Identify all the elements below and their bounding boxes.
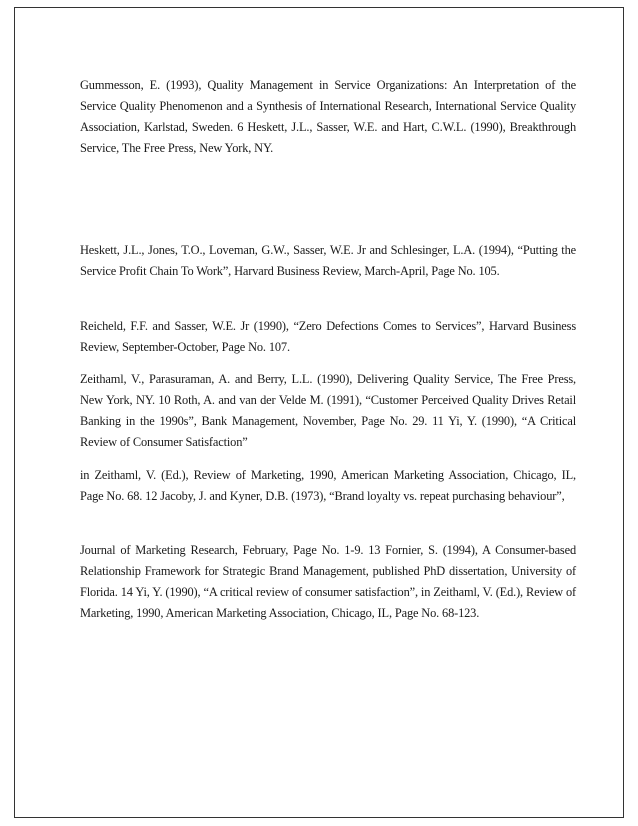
page-frame <box>14 7 624 818</box>
reference-paragraph-reicheld: Reicheld, F.F. and Sasser, W.E. Jr (1990), “Zero Defections Comes to Services”, Harvard Business Review, September-October, Page No. 107. <box>80 319 576 354</box>
reference-paragraph-journal-of-marketing-research: Journal of Marketing Research, February, Page No. 1-9. 13 Fornier, S. (1994), A Consumer-based Relationship Framework for Strategic Brand Management, published PhD dissertation, University of Florida. 14 Yi, Y. (1990), “A critical review of consumer satisfaction”, in Zeithaml, V. (Ed.), Review of Marketing, 1990, American Marketing Association, Chicago, IL, Page No. 68-123. <box>80 543 576 620</box>
reference-paragraph-gummesson: Gummesson, E. (1993), Quality Management in Service Organizations: An Interpretation of the Service Quality Phenomenon and a Synthesis of International Research, International Service Quality Association, Karlstad, Sweden. 6 Heskett, J.L., Sasser, W.E. and Hart, C.W.L. (1990), Breakthrough Service, The Free Press, New York, NY. <box>80 78 576 155</box>
reference-paragraph-zeithaml: Zeithaml, V., Parasuraman, A. and Berry, L.L. (1990), Delivering Quality Service, The Free Press, New York, NY. 10 Roth, A. and van der Velde M. (1991), “Customer Perceived Quality Drives Retail Banking in the 1990s”, Bank Management, November, Page No. 29. 11 Yi, Y. (1990), “A Critical Review of Consumer Satisfaction” <box>80 372 576 449</box>
reference-paragraph-heskett: Heskett, J.L., Jones, T.O., Loveman, G.W., Sasser, W.E. Jr and Schlesinger, L.A. (1994), “Putting the Service Profit Chain To Work”, Harvard Business Review, March-April, Page No. 105. <box>80 243 576 278</box>
reference-paragraph-review-of-marketing: in Zeithaml, V. (Ed.), Review of Marketing, 1990, American Marketing Association, Chicago, IL, Page No. 68. 12 Jacoby, J. and Kyner, D.B. (1973), “Brand loyalty vs. repeat purchasing behaviour”, <box>80 468 576 503</box>
